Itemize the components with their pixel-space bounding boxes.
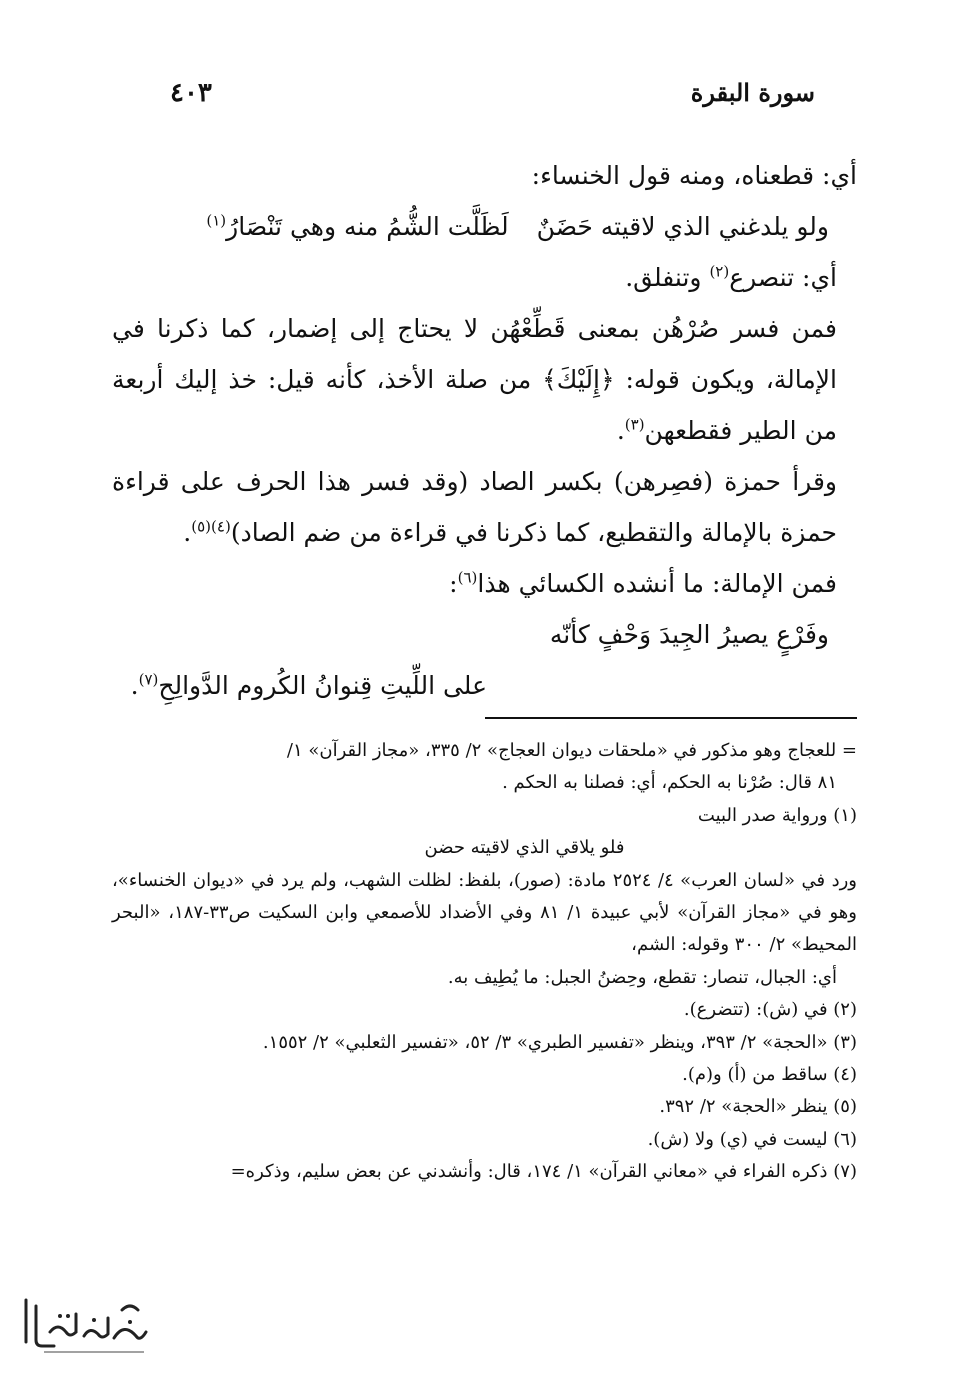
punctuation: . xyxy=(130,671,139,700)
paragraph-text: فمن الإمالة: ما أنشده الكسائي هذا xyxy=(477,569,837,598)
paragraph-text: فمن فسر صُرْهُن بمعنى قَطِّعْهُن لا يحتاج إلى إضمار، كما ذكرنا في الإمالة، ويكون قوله: ﴿إِلَيْكَ﴾ من صلة الأخذ، كأنه قيل: خذ إليك أربعة من الطير فقطعهن xyxy=(112,314,837,445)
poem-text: وفَرْعٍ يصيرُ الجِيدَ وَحْفٍ كأنّه xyxy=(549,620,829,649)
almustafa-calligraphy-logo-icon xyxy=(14,1292,154,1354)
footnote-separator xyxy=(485,717,857,719)
paragraph xyxy=(112,558,857,609)
punctuation: : xyxy=(449,569,458,598)
running-title: سورة البقرة xyxy=(690,78,815,107)
footnote-continuation: ٨١ قال: صُرْنا به الحكم، أي: فصلنا به الحكم . xyxy=(502,772,837,794)
footnote-5: (٥) ينظر «الحجة» ٢/ ٣٩٢. xyxy=(659,1096,857,1118)
page-number: ٤٠٣ xyxy=(170,78,212,108)
footnote-2: (٢) في (ش): (تتضرع). xyxy=(683,999,857,1021)
footnotes-section xyxy=(112,735,857,1189)
footnote-verse: فلو يلاقي الذي لاقيته حضن xyxy=(424,837,625,859)
footnote-7: (٧) ذكره الفراء في «معاني القرآن» ١/ ١٧٤، قال: وأنشدني عن بعض سليم، وذكره= xyxy=(230,1161,857,1183)
paragraph xyxy=(112,303,857,456)
poem-text: على اللِّيتِ قِنوانُ الكُروم الدَّوالِحِ xyxy=(158,671,487,700)
footnote-ref[interactable]: (٣) xyxy=(624,415,645,434)
footnote-ref[interactable]: (٧) xyxy=(138,670,159,689)
text-line xyxy=(112,150,857,201)
footnote-1-text: أي: الجبال، تنصار: تقطع، وحِضنُ الجبل: ما يُطِيف به. xyxy=(447,966,837,988)
verse-hemistich-1: ولو يلدغني الذي لاقيته حَضَنٌ xyxy=(536,212,829,241)
footnote-1: (١) ورواية صدر البيت xyxy=(697,804,857,826)
footnote-ref[interactable]: (٢) xyxy=(709,262,730,281)
line-text: أي: قطعناه، ومنه قول الخنساء: xyxy=(531,161,857,190)
punctuation: . xyxy=(183,518,192,547)
footnote-1-text: ورد في «لسان العرب» ٤/ ٢٥٢٤ مادة: (صور)، بلفظ: لظلت الشهب، ولم يرد في «ديوان الخنساء»، وهو في «مجاز القرآن» لأبي عبيدة ١/ ٨١ وفي الأضداد للأصمعي وابن السكيت ص٣٣-١٨٧، «البحر المحيط» ٢/ ٣٠٠ وقوله: الشم، xyxy=(112,869,857,956)
poetry-line-1 xyxy=(112,609,857,660)
paragraph-text: وقرأ حمزة (فصِرهن) بكسر الصاد (وقد فسر هذا الحرف على قراءة حمزة بالإمالة والتقطيع، كما ذكرنا في قراءة من ضم الصاد) xyxy=(112,467,837,547)
footnote-4: (٤) ساقط من (أ) و(م). xyxy=(682,1064,857,1086)
text-line xyxy=(112,252,857,303)
line-text: وتنفلق. xyxy=(625,263,710,292)
page-header xyxy=(160,78,815,118)
paragraph xyxy=(112,456,857,558)
verse-hemistich-2: لَظَلَّت الشُّمُ منه وهي تَنْصَارُ xyxy=(226,212,509,241)
footnote-6: (٦) ليست في (ي) ولا (ش). xyxy=(647,1128,857,1150)
footnote-ref[interactable]: (٦) xyxy=(457,568,478,587)
poetry-verse xyxy=(112,201,857,252)
poetry-line-2 xyxy=(112,660,857,711)
footnote-continuation: = للعجاج وهو مذكور في «ملحقات ديوان العجاج» ٢/ ٣٣٥، «مجاز القرآن» ١/ xyxy=(286,740,857,761)
line-text: أي: تنصرع xyxy=(729,263,837,292)
footnote-ref[interactable]: (١) xyxy=(206,211,227,230)
footnote-ref[interactable]: (٤)(٥) xyxy=(191,517,231,536)
punctuation: . xyxy=(616,416,625,445)
main-text xyxy=(112,150,857,711)
footnote-3: (٣) «الحجة» ٢/ ٣٩٣، وينظر «تفسير الطبري» ٣/ ٥٢، «تفسير الثعلبي» ٢/ ١٥٥٢. xyxy=(262,1031,857,1053)
